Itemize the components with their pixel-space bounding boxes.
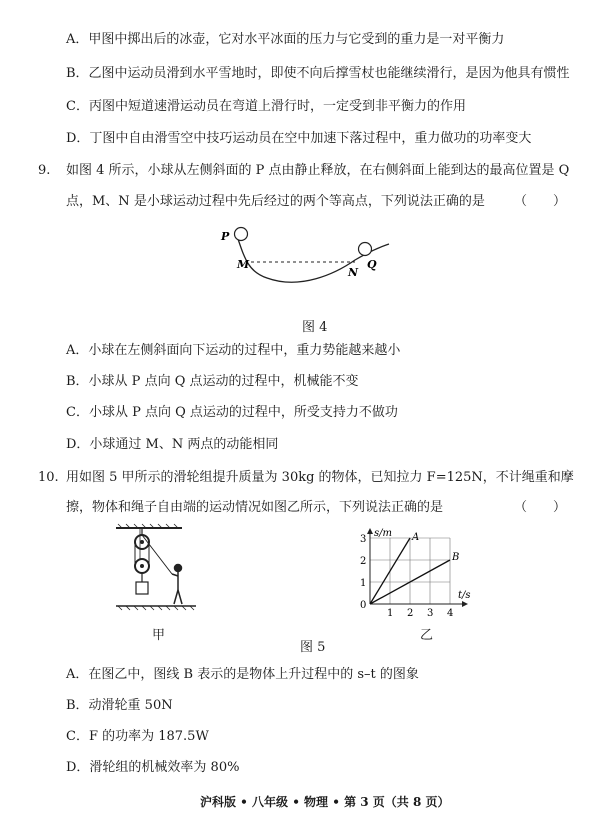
q9-option-a: A．小球在左侧斜面向下运动的过程中，重力势能越来越小 — [66, 343, 401, 358]
figure-5-caption: 图 5 — [300, 640, 326, 655]
question-10-answer-paren: （ ） — [513, 500, 566, 515]
person-figure — [172, 565, 182, 605]
q10-option-d: D．滑轮组的机械效率为 80% — [66, 760, 240, 775]
question-10-number: 10. — [38, 470, 59, 485]
q9-option-c: C．小球从 P 点向 Q 点运动的过程中，所受支持力不做功 — [66, 405, 398, 420]
figure-4 — [215, 220, 400, 300]
q9-option-d: D．小球通过 M、N 两点的动能相同 — [66, 437, 279, 452]
label-q: Q — [367, 258, 377, 271]
ball-at-q — [359, 243, 372, 256]
figure-4-caption: 图 4 — [302, 320, 328, 335]
series-label-a: A — [412, 532, 420, 543]
load-block — [136, 582, 148, 594]
question-9-number: 9. — [38, 163, 51, 178]
label-m: M — [237, 258, 250, 271]
q10-option-a: A．在图乙中，图线 B 表示的是物体上升过程中的 s–t 的图象 — [66, 667, 419, 682]
label-jia: 甲 — [152, 628, 166, 643]
option-d-prev: D．丁图中自由滑雪空中技巧运动员在空中加速下落过程中，重力做功的功率变大 — [66, 131, 532, 146]
label-n: N — [348, 266, 359, 279]
question-9-line1: 如图 4 所示，小球从左侧斜面的 P 点由静止释放，在右侧斜面上能到达的最高位置是 Q — [66, 163, 570, 178]
option-b-prev: B．乙图中运动员滑到水平雪地时，即使不向后撑雪杖也能继续滑行，是因为他具有惯性 — [66, 66, 570, 81]
page-footer: 沪科版 • 八年级 • 物理 • 第 3 页（共 8 页） — [200, 795, 450, 809]
q10-option-b: B．动滑轮重 50N — [66, 698, 173, 713]
y-tick-label: 2 — [360, 556, 367, 567]
x-tick-label: 3 — [427, 608, 434, 618]
question-10-line1: 用如图 5 甲所示的滑轮组提升质量为 30kg 的物体，已知拉力 F=125N，不计绳重和摩 — [66, 470, 574, 485]
figure-5-pulley — [112, 522, 202, 614]
option-c-prev: C．丙图中短道速滑运动员在弯道上滑行时，一定受到非平衡力的作用 — [66, 99, 466, 114]
question-10-line2: 擦，物体和绳子自由端的运动情况如图乙所示，下列说法正确的是 — [66, 500, 444, 515]
series-label-b: B — [452, 552, 460, 563]
y-axis-label: s/m — [374, 528, 392, 539]
option-a-prev: A．甲图中掷出后的冰壶，它对水平冰面的压力与它受到的重力是一对平衡力 — [66, 32, 505, 47]
x-tick-label: 2 — [407, 608, 414, 618]
ball-at-p — [235, 228, 248, 241]
x-axis-arrow — [462, 601, 468, 607]
x-tick-label: 4 — [447, 608, 454, 618]
y-tick-label: 1 — [360, 578, 367, 589]
y-axis-arrow — [367, 528, 373, 534]
q10-option-c: C．F 的功率为 187.5W — [66, 729, 209, 744]
question-9-line2: 点，M、N 是小球运动过程中先后经过的两个等高点，下列说法正确的是 — [66, 194, 485, 209]
x-tick-label: 1 — [387, 608, 394, 618]
question-9-answer-paren: （ ） — [513, 194, 566, 209]
x-axis-label: t/s — [458, 590, 471, 601]
y-tick-label: 3 — [360, 534, 367, 545]
figure-5-st-chart — [352, 526, 482, 618]
q9-option-b: B．小球从 P 点向 Q 点运动的过程中，机械能不变 — [66, 374, 359, 389]
origin-label: 0 — [360, 600, 367, 611]
label-p: P — [221, 230, 230, 243]
label-yi: 乙 — [420, 628, 434, 643]
